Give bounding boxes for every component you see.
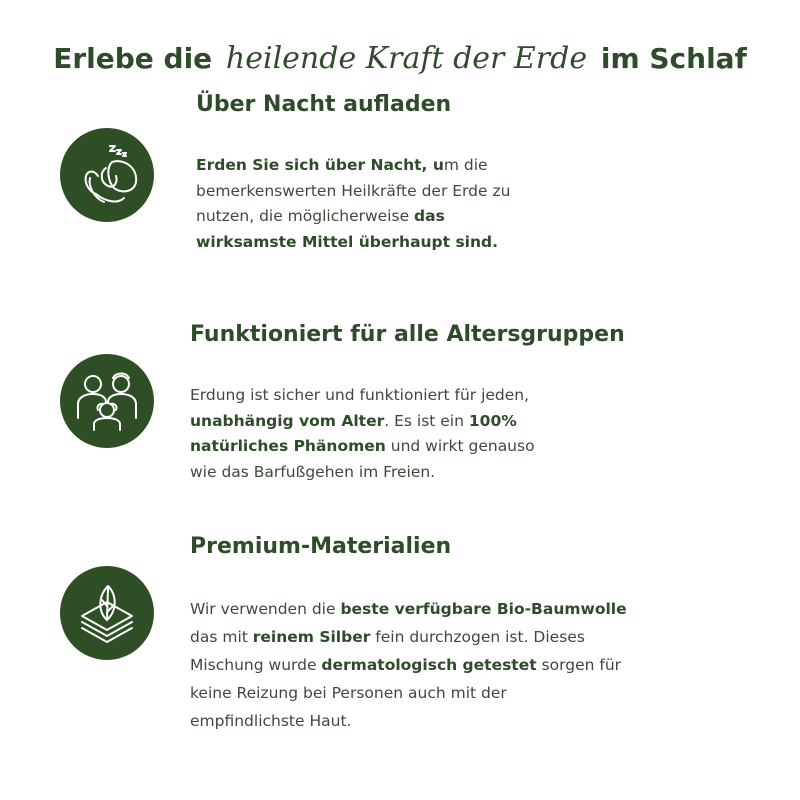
body-line: keine Reizung bei Personen auch mit der: [190, 684, 507, 702]
body-line: wirksamste Mittel überhaupt sind.: [196, 232, 499, 251]
feature-body: [190, 383, 535, 485]
body-line: Wir verwenden die beste verfügbare Bio-Baumwolle: [190, 600, 627, 618]
body-line: Mischung wurde dermatologisch getestet sorgen für: [190, 656, 622, 674]
body-line: natürliches Phänomen und wirkt genauso: [190, 437, 535, 455]
body-line: wie das Barfußgehen im Freien.: [190, 462, 436, 481]
family-icon: [60, 354, 154, 448]
headline-script: heilende Kraft der Erde: [225, 40, 588, 76]
feature-body: [196, 153, 510, 255]
body-line: das mit reinem Silber fein durchzogen ist. Dieses: [190, 628, 585, 646]
sleeping-person-icon: [60, 128, 154, 222]
fabric-layers-leaf-icon: [60, 566, 154, 660]
headline-part1: Erlebe die: [53, 41, 213, 75]
body-line: empfindlichste Haut.: [190, 712, 352, 730]
feature-title: Premium-Materialien: [190, 534, 452, 559]
body-line: nutzen, die möglicherweise das: [196, 207, 445, 225]
headline-part2: im Schlaf: [600, 41, 747, 75]
body-line: unabhängig vom Alter. Es ist ein 100%: [190, 411, 517, 430]
body-line: bemerkenswerten Heilkräfte der Erde zu: [196, 181, 511, 200]
feature-title: Funktioniert für alle Altersgruppen: [190, 322, 625, 347]
page-headline: [0, 41, 800, 76]
feature-body: [190, 595, 627, 735]
body-line: Erdung ist sicher und funktioniert für jeden,: [190, 386, 530, 404]
body-line: Erden Sie sich über Nacht, um die: [196, 156, 488, 174]
feature-title: Über Nacht aufladen: [196, 92, 452, 117]
